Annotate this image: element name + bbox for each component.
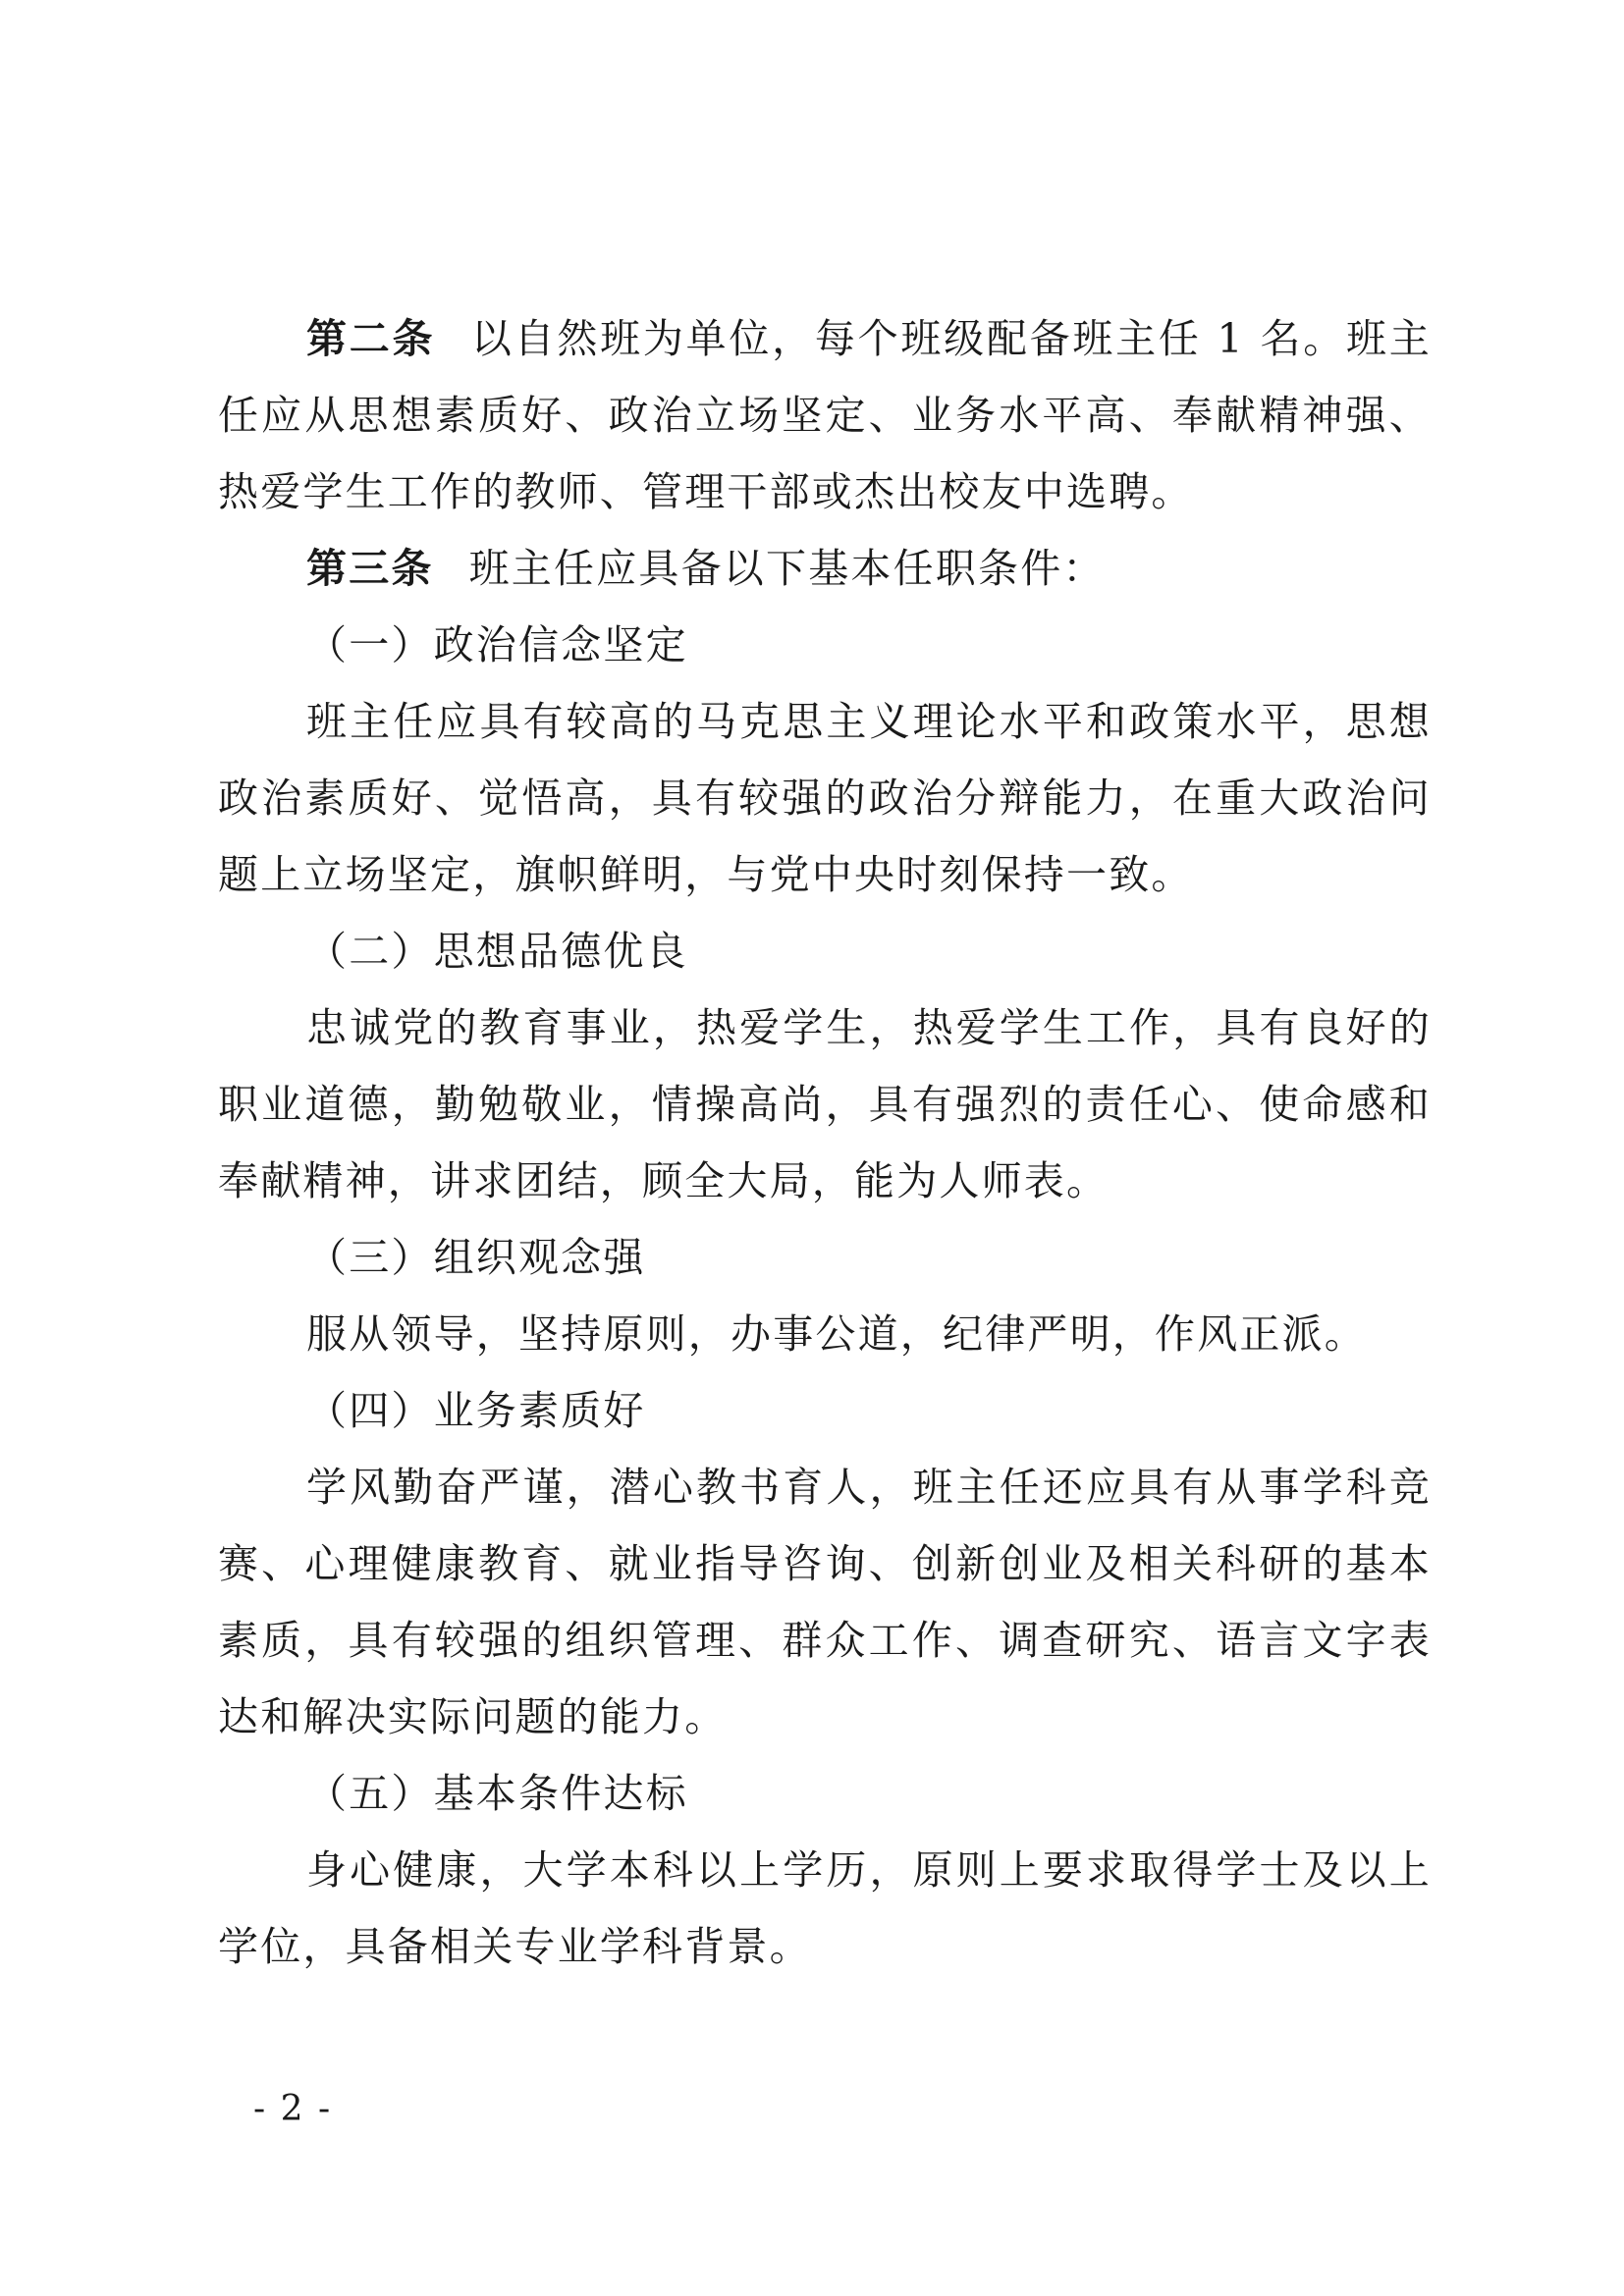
article-three [218,530,1432,607]
article-three-title: 第三条 [306,545,434,592]
document-body [218,300,1432,1985]
condition-5-text: 身心健康，大学本科以上学历，原则上要求取得学士及以上学位，具备相关专业学科背景。 [218,1846,1432,1970]
page-number: - 2 - [253,2089,333,2129]
article-two-text: 以自然班为单位，每个班级配备班主任 1 名。班主任应从思想素质好、政治立场坚定、业务水平高、奉献精神强、热爱学生工作的教师、管理干部或杰出校友中选聘。 [218,315,1432,515]
condition-3-heading: （三）组织观念强 [306,1234,646,1281]
condition-1-heading: （一）政治信念坚定 [306,621,688,668]
condition-4-text: 学风勤奋严谨，潜心教书育人，班主任还应具有从事学科竞赛、心理健康教育、就业指导咨询、创新创业及相关科研的基本素质，具有较强的组织管理、群众工作、调查研究、语言文字表达和解决实际问题的能力。 [218,1464,1432,1740]
condition-3-text: 服从领导，坚持原则，办事公道，纪律严明，作风正派。 [306,1310,1367,1358]
condition-4-heading: （四）业务素质好 [306,1387,646,1434]
article-three-text: 班主任应具备以下基本任职条件： [468,545,1106,592]
article-two-title: 第二条 [306,315,436,362]
condition-5-heading: （五）基本条件达标 [306,1770,688,1817]
condition-1-text: 班主任应具有较高的马克思主义理论水平和政策水平，思想政治素质好、觉悟高，具有较强的政治分辩能力，在重大政治问题上立场坚定，旗帜鲜明，与党中央时刻保持一致。 [218,698,1432,898]
article-two [218,300,1432,530]
condition-2-text: 忠诚党的教育事业，热爱学生，热爱学生工作，具有良好的职业道德，勤勉敬业，情操高尚，具有强烈的责任心、使命感和奉献精神，讲求团结，顾全大局，能为人师表。 [218,1004,1432,1204]
condition-2-heading: （二）思想品德优良 [306,928,688,975]
